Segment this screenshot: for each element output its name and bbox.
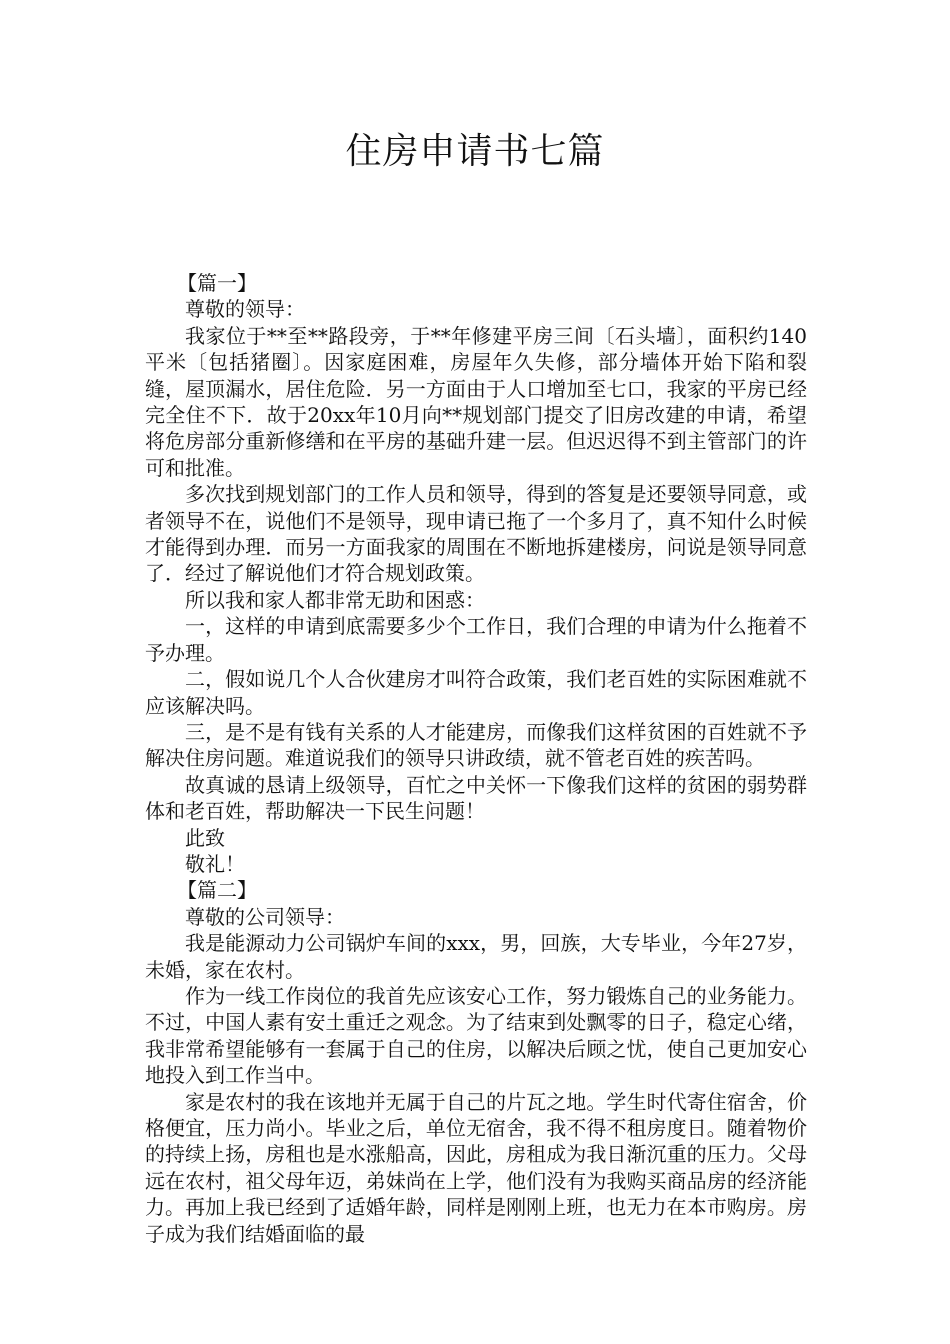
paragraph: 敬礼！ <box>185 851 245 876</box>
paragraph: 家是农村的我在该地并无属于自己的片瓦之地。学生时代寄住宿舍，价格便宜，压力尚小。毕业之后，单位无宿舍，我不得不租房度日。随着物价的持续上扬，房租也是水涨船高，因此，房租成为我日渐沉重的压力。父母远在农村，祖父母年迈，弟妹尚在上学，他们没有为我购买商品房的经济能力。再加上我已经到了适婚年龄，同样是刚刚上班，也无力在本市购房。房子成为我们结婚面临的最 <box>145 1089 807 1246</box>
paragraph: 我是能源动力公司锅炉车间的xxx，男，回族，大专毕业，今年27岁，未婚，家在农村。 <box>145 931 807 982</box>
paragraph: 一，这样的申请到底需要多少个工作日，我们合理的申请为什么拖着不予办理。 <box>145 614 807 665</box>
paragraph: 我家位于**至**路段旁，于**年修建平房三间〔石头墙〕，面积约140平米〔包括猪圈〕。因家庭困难，房屋年久失修，部分墙体开始下陷和裂缝，屋顶漏水，居住危险．另一方面由于人口增加至七口，我家的平房已经完全住不下．故于20xx年10月向**规划部门提交了旧房改建的申请，希望将危房部分重新修缮和在平房的基础升建一层。但迟迟得不到主管部门的许可和批准。 <box>145 323 807 480</box>
paragraph: 所以我和家人都非常无助和困惑： <box>185 587 485 612</box>
paragraph: 多次找到规划部门的工作人员和领导，得到的答复是还要领导同意，或者领导不在，说他们不是领导，现申请已拖了一个多月了，真不知什么时候才能得到办理．而另一方面我家的周围在不断地拆建楼房，问说是领导同意了．经过了解说他们才符合规划政策。 <box>145 482 807 586</box>
document-title: 住房申请书七篇 <box>345 131 605 172</box>
paragraph: 二，假如说几个人合伙建房才叫符合政策，我们老百姓的实际困难就不应该解决吗。 <box>145 667 807 718</box>
section-heading: 【篇二】 <box>177 878 257 903</box>
paragraph: 尊敬的公司领导： <box>185 904 345 929</box>
paragraph: 作为一线工作岗位的我首先应该安心工作，努力锻炼自己的业务能力。不过，中国人素有安土重迁之观念。为了结束到处飘零的日子，稳定心绪，我非常希望能够有一套属于自己的住房，以解决后顾之忧，使自己更加安心地投入到工作当中。 <box>145 983 807 1088</box>
section-heading: 【篇一】 <box>177 271 257 295</box>
paragraph: 三，是不是有钱有关系的人才能建房，而像我们这样贫困的百姓就不予解决住房问题。难道说我们的领导只讲政绩，就不管老百姓的疾苦吗。 <box>145 719 807 771</box>
document-body <box>145 270 807 1247</box>
paragraph: 此致 <box>185 825 225 850</box>
paragraph: 故真诚的恳请上级领导，百忙之中关怀一下像我们这样的贫困的弱势群体和老百姓，帮助解决一下民生问题！ <box>145 772 807 824</box>
paragraph: 尊敬的领导： <box>185 297 305 322</box>
